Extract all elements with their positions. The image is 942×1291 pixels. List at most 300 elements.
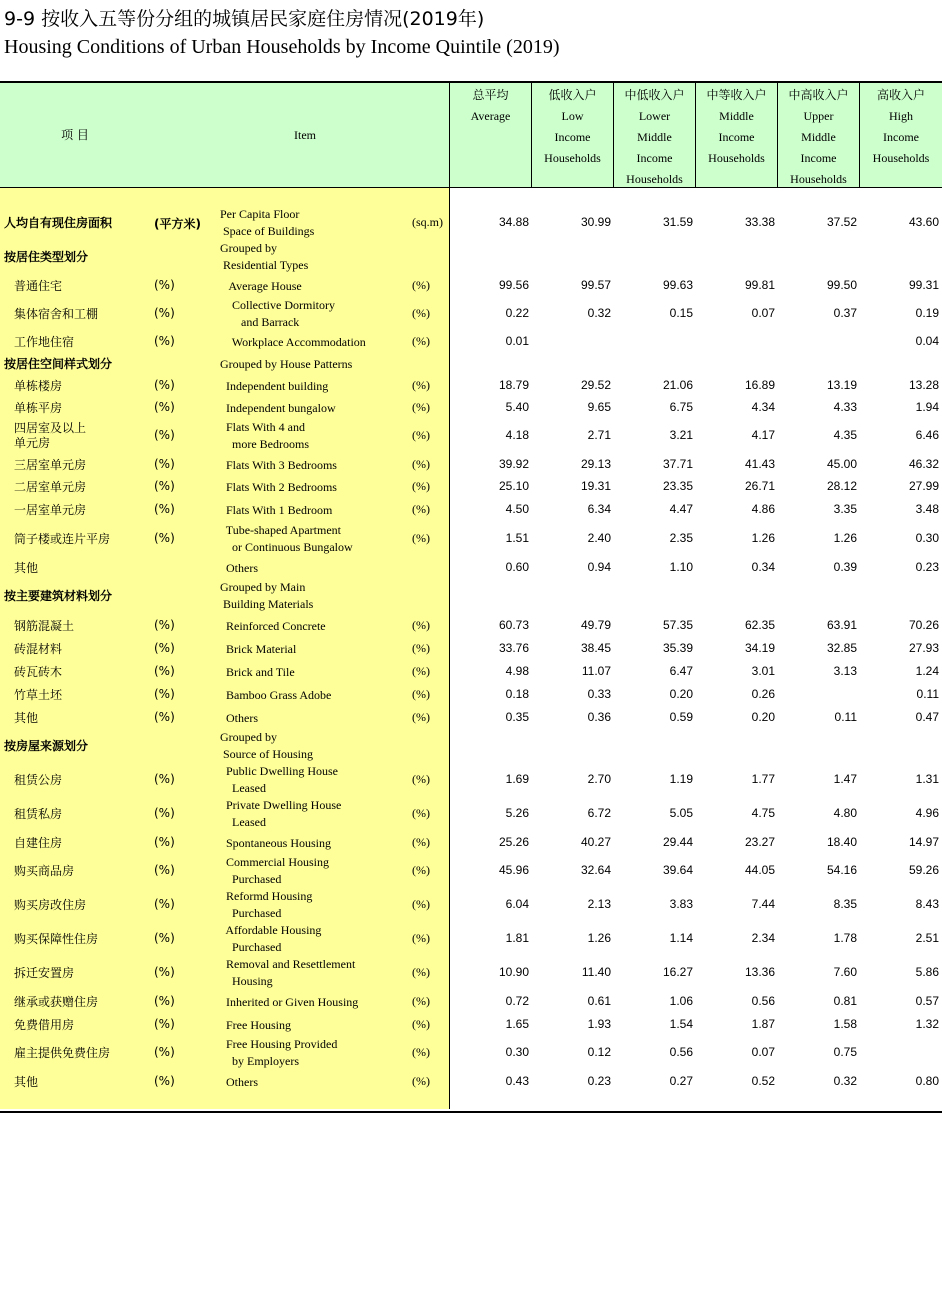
cell-value: 5.86 <box>915 965 939 979</box>
cell-value: 99.63 <box>662 278 693 292</box>
cell-value: 0.22 <box>505 306 529 320</box>
unit-cn: (%) <box>154 378 175 392</box>
title-en: Housing Conditions of Urban Households by Income Quintile (2019) <box>4 36 560 58</box>
cell-value: 0.36 <box>587 710 611 724</box>
unit-en: (%) <box>412 502 430 516</box>
cell-value: 0.57 <box>915 994 939 1008</box>
cell-value: 54.16 <box>826 863 857 877</box>
cell-value: 99.50 <box>826 278 857 292</box>
cell-value: 1.10 <box>669 560 693 574</box>
item-header <box>0 83 449 187</box>
unit-cn: (%) <box>154 710 175 724</box>
unit-en: (%) <box>412 479 430 493</box>
cell-value: 0.30 <box>505 1045 529 1059</box>
row-label-cn: 租赁公房 <box>14 772 63 787</box>
cell-value: 46.32 <box>908 457 939 471</box>
cell-value: 1.26 <box>587 931 611 945</box>
cell-value: 16.27 <box>662 965 693 979</box>
column-header-cn: 总平均 <box>472 88 509 102</box>
unit-en: (%) <box>412 531 430 545</box>
column-header-en: Upper <box>803 109 834 123</box>
cell-value: 25.10 <box>498 479 529 493</box>
row-label-en: Others <box>220 1074 258 1089</box>
cell-value: 0.35 <box>505 710 529 724</box>
cell-value: 4.86 <box>751 502 775 516</box>
column-divider <box>449 188 450 1109</box>
cell-value: 4.18 <box>505 428 529 442</box>
column-header-en: Income <box>883 130 919 144</box>
cell-value: 31.59 <box>662 215 693 229</box>
cell-value: 45.00 <box>826 457 857 471</box>
row-label-cn: 购买商品房 <box>14 863 75 878</box>
cell-value: 3.35 <box>833 502 857 516</box>
unit-en: (%) <box>412 897 430 911</box>
cell-value: 0.56 <box>751 994 775 1008</box>
cell-value: 3.83 <box>669 897 693 911</box>
row-label-cn: 按居住类型划分 <box>4 249 89 264</box>
unit-cn: (%) <box>154 687 175 701</box>
cell-value: 0.26 <box>751 687 775 701</box>
row-label-cn: 人均自有现住房面积 <box>4 215 113 230</box>
table-header <box>0 83 942 188</box>
cell-value: 0.01 <box>505 334 529 348</box>
cell-value: 39.64 <box>662 863 693 877</box>
cell-value: 2.34 <box>751 931 775 945</box>
cell-value: 29.44 <box>662 835 693 849</box>
column-header-3 <box>695 83 777 187</box>
cell-value: 6.34 <box>587 502 611 516</box>
cell-value: 11.40 <box>581 965 611 979</box>
cell-value: 0.19 <box>915 306 939 320</box>
cell-value: 0.11 <box>916 687 939 701</box>
unit-en: (%) <box>412 1017 430 1031</box>
cell-value: 4.80 <box>833 806 857 820</box>
row-label-cn: 集体宿舍和工棚 <box>14 306 99 321</box>
cell-value: 7.60 <box>833 965 857 979</box>
column-header-en: Income <box>554 130 591 144</box>
cell-value: 1.26 <box>751 531 775 545</box>
cell-value: 4.98 <box>505 664 529 678</box>
row-label-cn: 租赁私房 <box>14 806 63 821</box>
cell-value: 0.59 <box>669 710 693 724</box>
cell-value: 43.60 <box>908 215 939 229</box>
cell-value: 1.06 <box>669 994 693 1008</box>
cell-value: 0.27 <box>669 1074 693 1088</box>
unit-en: (%) <box>412 618 430 632</box>
unit-cn: (%) <box>154 994 175 1008</box>
cell-value: 0.18 <box>505 687 529 701</box>
unit-cn: (%) <box>154 502 175 516</box>
row-label-en: Average House <box>220 278 302 293</box>
unit-cn: (%) <box>154 278 175 292</box>
cell-value: 4.33 <box>833 400 857 414</box>
cell-value: 49.79 <box>580 618 611 632</box>
row-label-en: Free Housing Provided by Employers <box>220 1037 338 1068</box>
row-label-en: Flats With 4 and more Bedrooms <box>220 420 309 451</box>
cell-value: 1.81 <box>505 931 529 945</box>
column-header-cn: 中等收入户 <box>706 88 767 102</box>
cell-value: 8.43 <box>915 897 939 911</box>
unit-cn: (%) <box>154 664 175 678</box>
cell-value: 0.04 <box>915 334 939 348</box>
cell-value: 27.93 <box>908 641 939 655</box>
cell-value: 25.26 <box>498 835 529 849</box>
cell-value: 4.35 <box>833 428 857 442</box>
column-header-2 <box>613 83 695 187</box>
column-header-cn: 中高收入户 <box>788 88 849 102</box>
row-label-en: Free Housing <box>220 1017 291 1032</box>
cell-value: 4.34 <box>751 400 775 414</box>
cell-value: 0.33 <box>587 687 611 701</box>
cell-value: 0.20 <box>669 687 693 701</box>
row-label-cn: 二居室单元房 <box>14 479 87 494</box>
cell-value: 0.11 <box>834 710 857 724</box>
row-label-en: Independent bungalow <box>220 400 336 415</box>
title-cn: 9-9 按收入五等份分组的城镇居民家庭住房情况(2019年) <box>4 8 485 30</box>
row-label-en: Bamboo Grass Adobe <box>220 687 332 702</box>
unit-en: (%) <box>412 772 430 786</box>
unit-en: (%) <box>412 687 430 701</box>
cell-value: 29.13 <box>580 457 611 471</box>
column-header-cn: 高收入户 <box>876 88 925 102</box>
cell-value: 2.51 <box>915 931 939 945</box>
cell-value: 32.64 <box>580 863 611 877</box>
cell-value: 30.99 <box>580 215 611 229</box>
cell-value: 1.78 <box>833 931 857 945</box>
column-header-en: Income <box>800 151 837 165</box>
cell-value: 99.31 <box>908 278 939 292</box>
unit-cn: (%) <box>154 641 175 655</box>
cell-value: 0.32 <box>833 1074 857 1088</box>
row-label-en: Public Dwelling House Leased <box>220 764 338 795</box>
unit-en: (%) <box>412 334 430 348</box>
cell-value: 0.52 <box>751 1074 775 1088</box>
cell-value: 1.87 <box>751 1017 775 1031</box>
unit-en: (%) <box>412 863 430 877</box>
unit-cn: (%) <box>154 457 175 471</box>
cell-value: 0.23 <box>915 560 939 574</box>
cell-value: 26.71 <box>744 479 775 493</box>
unit-cn: (%) <box>154 897 175 911</box>
unit-en: (%) <box>412 428 430 442</box>
row-label-cn: 继承或获赠住房 <box>14 994 99 1009</box>
cell-value: 4.96 <box>915 806 939 820</box>
cell-value: 1.58 <box>833 1017 857 1031</box>
row-label-en: Private Dwelling House Leased <box>220 798 342 829</box>
unit-cn: (%) <box>154 772 175 786</box>
row-label-en: Others <box>220 560 258 575</box>
cell-value: 6.75 <box>669 400 693 414</box>
row-label-en: Brick and Tile <box>220 664 295 679</box>
unit-cn: (%) <box>154 479 175 493</box>
row-label-en: Reinforced Concrete <box>220 618 326 633</box>
cell-value: 0.60 <box>505 560 529 574</box>
cell-value: 14.97 <box>908 835 939 849</box>
cell-value: 34.19 <box>744 641 775 655</box>
row-label-cn: 自建住房 <box>14 835 63 850</box>
row-label-cn: 普通住宅 <box>14 278 63 293</box>
cell-value: 45.96 <box>498 863 529 877</box>
cell-value: 27.99 <box>908 479 939 493</box>
cell-value: 0.47 <box>915 710 939 724</box>
cell-value: 1.26 <box>833 531 857 545</box>
unit-cn: (%) <box>154 806 175 820</box>
unit-cn: (%) <box>154 531 175 545</box>
cell-value: 1.65 <box>505 1017 529 1031</box>
row-label-en: Grouped by Main Building Materials <box>220 580 314 611</box>
cell-value: 38.45 <box>580 641 611 655</box>
cell-value: 1.31 <box>915 772 939 786</box>
cell-value: 37.52 <box>826 215 857 229</box>
column-header-en: High <box>889 109 913 123</box>
cell-value: 33.38 <box>744 215 775 229</box>
cell-value: 1.94 <box>915 400 939 414</box>
cell-value: 0.75 <box>833 1045 857 1059</box>
row-label-en: Grouped by House Patterns <box>220 356 353 371</box>
unit-en: (%) <box>412 994 430 1008</box>
row-label-en: Reformd Housing Purchased <box>220 889 313 920</box>
cell-value: 23.27 <box>744 835 775 849</box>
unit-en: (%) <box>412 931 430 945</box>
row-label-en: Collective Dormitory and Barrack <box>220 298 335 329</box>
row-label-cn: 雇主提供免费住房 <box>14 1045 111 1060</box>
cell-value: 1.54 <box>669 1017 693 1031</box>
unit-cn: (%) <box>154 965 175 979</box>
row-label-cn: 三居室单元房 <box>14 457 87 472</box>
cell-value: 0.94 <box>587 560 611 574</box>
cell-value: 62.35 <box>744 618 775 632</box>
cell-value: 6.46 <box>915 428 939 442</box>
unit-en: (%) <box>412 457 430 471</box>
row-label-cn: 单栋平房 <box>14 400 63 415</box>
column-header-cn: 中低收入户 <box>624 88 685 102</box>
cell-value: 0.72 <box>505 994 529 1008</box>
unit-en: (%) <box>412 1045 430 1059</box>
unit-cn: (%) <box>154 835 175 849</box>
row-label-en: Affordable Housing Purchased <box>220 923 322 954</box>
unit-cn: (平方米) <box>154 217 201 231</box>
column-header-en: Middle <box>719 109 754 123</box>
row-label-en: Inherited or Given Housing <box>220 994 359 1009</box>
cell-value: 1.14 <box>669 931 693 945</box>
unit-en: (%) <box>412 378 430 392</box>
unit-cn: (%) <box>154 863 175 877</box>
item-header-cn: 项 目 <box>61 128 89 142</box>
cell-value: 18.79 <box>498 378 529 392</box>
cell-value: 28.12 <box>826 479 857 493</box>
unit-cn: (%) <box>154 306 175 320</box>
cell-value: 59.26 <box>908 863 939 877</box>
cell-value: 13.28 <box>908 378 939 392</box>
cell-value: 2.70 <box>587 772 611 786</box>
row-label-cn: 竹草土坯 <box>14 687 63 702</box>
cell-value: 19.31 <box>580 479 611 493</box>
cell-value: 99.81 <box>744 278 775 292</box>
row-label-en: Flats With 2 Bedrooms <box>220 479 337 494</box>
cell-value: 23.35 <box>662 479 693 493</box>
column-header-en: Households <box>626 172 683 186</box>
column-header-en: Middle <box>637 130 672 144</box>
cell-value: 8.35 <box>833 897 857 911</box>
cell-value: 0.61 <box>587 994 611 1008</box>
row-label-en: Grouped by Source of Housing <box>220 730 313 761</box>
cell-value: 5.40 <box>505 400 529 414</box>
cell-value: 0.39 <box>833 560 857 574</box>
unit-cn: (%) <box>154 1074 175 1088</box>
cell-value: 41.43 <box>744 457 775 471</box>
unit-cn: (%) <box>154 1045 175 1059</box>
item-header-en: Item <box>294 128 316 142</box>
cell-value: 0.20 <box>751 710 775 724</box>
cell-value: 33.76 <box>498 641 529 655</box>
cell-value: 4.50 <box>505 502 529 516</box>
cell-value: 21.06 <box>662 378 693 392</box>
cell-value: 3.01 <box>751 664 775 678</box>
row-label-cn: 钢筋混凝土 <box>14 618 75 633</box>
row-label-cn: 四居室及以上 单元房 <box>14 421 87 450</box>
row-label-cn: 砖混材料 <box>14 641 63 656</box>
cell-value: 18.40 <box>826 835 857 849</box>
cell-value: 99.56 <box>498 278 529 292</box>
unit-en: (sq.m) <box>412 215 443 229</box>
cell-value: 40.27 <box>580 835 611 849</box>
unit-en: (%) <box>412 1074 430 1088</box>
cell-value: 60.73 <box>498 618 529 632</box>
cell-value: 32.85 <box>826 641 857 655</box>
row-label-en: Others <box>220 710 258 725</box>
unit-en: (%) <box>412 400 430 414</box>
row-label-en: Brick Material <box>220 641 297 656</box>
row-label-cn: 砖瓦砖木 <box>14 664 63 679</box>
unit-cn: (%) <box>154 334 175 348</box>
column-header-en: Households <box>790 172 847 186</box>
column-header-en: Households <box>872 151 930 165</box>
cell-value: 3.48 <box>915 502 939 516</box>
row-label-en: Flats With 1 Bedroom <box>220 502 333 517</box>
row-label-cn: 按房屋来源划分 <box>4 738 89 753</box>
unit-cn: (%) <box>154 931 175 945</box>
cell-value: 0.56 <box>669 1045 693 1059</box>
column-header-en: Middle <box>801 130 836 144</box>
cell-value: 1.77 <box>751 772 775 786</box>
row-label-cn: 其他 <box>14 560 39 575</box>
row-label-cn: 按居住空间样式划分 <box>4 356 113 371</box>
unit-en: (%) <box>412 806 430 820</box>
cell-value: 0.43 <box>505 1074 529 1088</box>
row-label-en: Per Capita Floor Space of Buildings <box>220 207 315 238</box>
column-header-en: Households <box>544 151 601 165</box>
cell-value: 16.89 <box>744 378 775 392</box>
cell-value: 7.44 <box>751 897 775 911</box>
cell-value: 70.26 <box>908 618 939 632</box>
cell-value: 2.71 <box>587 428 611 442</box>
cell-value: 1.51 <box>505 531 529 545</box>
row-label-en: Grouped by Residential Types <box>220 241 309 272</box>
unit-en: (%) <box>412 835 430 849</box>
row-label-cn: 一居室单元房 <box>14 502 87 517</box>
housing-table <box>0 81 942 1113</box>
cell-value: 57.35 <box>662 618 693 632</box>
cell-value: 6.04 <box>505 897 529 911</box>
row-label-cn: 工作地住宿 <box>14 334 75 349</box>
unit-cn: (%) <box>154 400 175 414</box>
cell-value: 44.05 <box>744 863 775 877</box>
cell-value: 0.81 <box>833 994 857 1008</box>
unit-en: (%) <box>412 664 430 678</box>
cell-value: 5.05 <box>669 806 693 820</box>
cell-value: 1.93 <box>587 1017 611 1031</box>
cell-value: 5.26 <box>505 806 529 820</box>
column-header-1 <box>531 83 613 187</box>
row-label-cn: 单栋楼房 <box>14 378 63 393</box>
cell-value: 1.32 <box>915 1017 939 1031</box>
unit-cn: (%) <box>154 618 175 632</box>
row-label-en: Commercial Housing Purchased <box>220 855 329 886</box>
row-label-en: Spontaneous Housing <box>220 835 331 850</box>
row-label-cn: 按主要建筑材料划分 <box>4 588 113 603</box>
unit-en: (%) <box>412 306 430 320</box>
unit-en: (%) <box>412 965 430 979</box>
cell-value: 0.23 <box>587 1074 611 1088</box>
row-label-cn: 免费借用房 <box>14 1017 75 1032</box>
column-header-en: Low <box>561 109 584 123</box>
cell-value: 9.65 <box>587 400 611 414</box>
unit-cn: (%) <box>154 1017 175 1031</box>
cell-value: 6.72 <box>587 806 611 820</box>
row-label-en: Flats With 3 Bedrooms <box>220 457 337 472</box>
row-label-en: Tube-shaped Apartment or Continuous Bungalow <box>220 523 353 554</box>
unit-en: (%) <box>412 278 430 292</box>
cell-value: 34.88 <box>498 215 529 229</box>
cell-value: 29.52 <box>580 378 611 392</box>
row-label-cn: 其他 <box>14 1074 39 1089</box>
row-label-en: Independent building <box>220 378 329 393</box>
cell-value: 35.39 <box>662 641 693 655</box>
cell-value: 2.13 <box>587 897 611 911</box>
cell-value: 11.07 <box>581 664 611 678</box>
cell-value: 4.47 <box>669 502 693 516</box>
cell-value: 13.36 <box>744 965 775 979</box>
row-label-en: Workplace Accommodation <box>220 334 366 349</box>
row-label-cn: 拆迁安置房 <box>14 965 75 980</box>
cell-value: 3.13 <box>833 664 857 678</box>
row-label-cn: 筒子楼或连片平房 <box>14 531 111 546</box>
cell-value: 3.21 <box>669 428 693 442</box>
cell-value: 63.91 <box>826 618 857 632</box>
column-header-en: Income <box>718 130 755 144</box>
cell-value: 37.71 <box>662 457 693 471</box>
cell-value: 0.15 <box>669 306 693 320</box>
column-header-0 <box>449 83 531 187</box>
cell-value: 1.69 <box>505 772 529 786</box>
cell-value: 1.24 <box>915 664 939 678</box>
cell-value: 39.92 <box>498 457 529 471</box>
cell-value: 13.19 <box>826 378 857 392</box>
cell-value: 0.30 <box>915 531 939 545</box>
cell-value: 0.37 <box>833 306 857 320</box>
cell-value: 6.47 <box>669 664 693 678</box>
cell-value: 0.07 <box>751 306 775 320</box>
row-label-cn: 购买房改住房 <box>14 897 87 912</box>
column-header-5 <box>859 83 942 187</box>
cell-value: 4.75 <box>751 806 775 820</box>
column-header-en: Income <box>636 151 673 165</box>
cell-value: 0.32 <box>587 306 611 320</box>
cell-value: 0.80 <box>915 1074 939 1088</box>
column-header-en: Households <box>708 151 765 165</box>
unit-en: (%) <box>412 641 430 655</box>
cell-value: 4.17 <box>751 428 775 442</box>
